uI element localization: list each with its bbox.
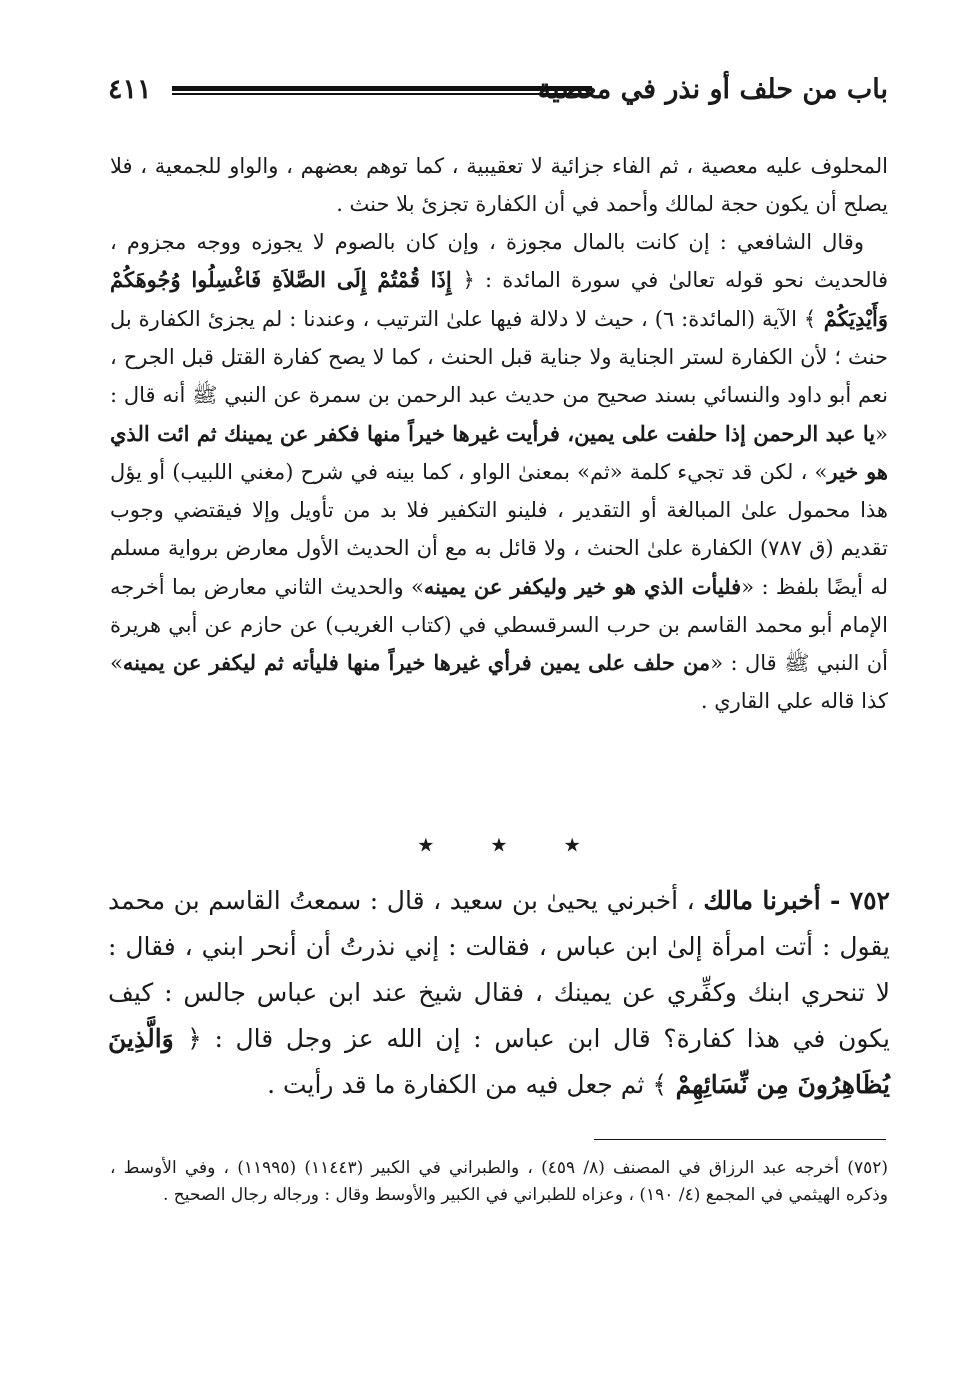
footnote-text: (٧٥٢) أخرجه عبد الرزاق في المصنف (٨/ ٤٥٩) ، والطبراني في الكبير (١١٤٤٣) (١١٩٩٥) ، وفي الأوسط ، وذكره الهيثمي في المجمع (٤/ ١٩٠) ، وعزاه للطبراني في الكبير والأوسط وقال : ورجاله رجال الصحيح . xyxy=(110,1158,888,1205)
commentary-text: » كذا قاله علي القاري . xyxy=(110,651,888,714)
hadith-body xyxy=(108,878,890,1108)
hadith-text: ، أخبرني يحيىٰ بن سعيد ، قال : سمعتُ القاسم بن محمد يقول : أتت امرأة إلىٰ ابن عباس ، فقالت : إني نذرتُ أن أنحر ابني ، فقال : لا تنحري ابنك وكفِّري عن يمينك ، فقال شيخ عند ابن عباس جالس : كيف يكون في هذا كفارة؟ قال ابن عباس : إن الله عز وجل قال : ﴿ xyxy=(108,886,890,1053)
quran-verse: إِذَا قُمْتُمْ إِلَى الصَّلاَةِ فَاغْسِلُوا وُجُوهَكُمْ وَأَيْدِيَكُمْ xyxy=(110,267,888,332)
header-rule xyxy=(172,86,592,95)
commentary-body xyxy=(110,148,888,721)
hadith-text: ﴾ ثم جعل فيه من الكفارة ما قد رأيت . xyxy=(267,1070,667,1099)
running-title: باب من حلف أو نذر في معصية xyxy=(537,74,888,105)
quran-verse: وَالَّذِينَ يُظَاهِرُونَ مِن نِّسَائِهِمْ xyxy=(108,1024,890,1099)
commentary-paragraph xyxy=(110,224,888,721)
commentary-text: » ، لكن قد تجيء كلمة «ثم» بمعنىٰ الواو ، كما بينه في شرح (مغني اللبيب) أو يؤل هذا محمول علىٰ المبالغة أو التقدير ، فلينو التكفير فلا بد من تأويل وإلا فيقتضي وجوب تقديم (ق ٧٨٧) الكفارة علىٰ الحنث ، ولا قائل به مع أن الحديث الأول معارض برواية مسلم له أيضًا بلفظ : « xyxy=(110,460,888,599)
hadith-quote: فليأت الذي هو خير وليكفر عن يمينه xyxy=(423,573,742,599)
commentary-text: ﴾ الآية (المائدة: ٦) ، حيث لا دلالة فيها علىٰ الترتيب ، وعندنا : لم يجزئ الكفارة بل حنث ؛ لأن الكفارة لستر الجناية ولا جناية قبل الحنث ، كما لا يصح كفارة القتل قبل الجرح ، نعم أبو داود والنسائي بسند صحيح من حديث عبد الرحمن بن سمرة عن النبي ﷺ أنه قال : « xyxy=(110,307,888,446)
section-separator: ٭ ٭ ٭ xyxy=(418,830,580,860)
hadith-quote: يا عبد الرحمن إذا حلفت على يمين، فرأيت غيرها خيراً منها فكفر عن يمينك ثم ائت الذي هو خير xyxy=(110,420,888,485)
commentary-text: » والحديث الثاني معارض بما أخرجه الإمام أبو محمد القاسم بن حرب السرقسطي في (كتاب الغريب) عن حازم عن أبي هريرة أن النبي ﷺ قال : « xyxy=(110,574,888,676)
footnote-rule xyxy=(594,1139,886,1140)
commentary-text: وقال الشافعي : إن كانت بالمال مجوزة ، وإن كان بالصوم لا يجوزه ووجه مجزوم ، فالحديث نحو قوله تعالىٰ في سورة المائدة : ﴿ xyxy=(110,229,888,293)
footnote-paragraph xyxy=(110,1155,888,1209)
page-number: ٤١١ xyxy=(108,74,152,105)
hadith-number: ٧٥٢ - xyxy=(820,886,890,915)
hadith-paragraph xyxy=(108,878,890,1108)
page-header xyxy=(108,66,888,114)
commentary-text: المحلوف عليه معصية ، ثم الفاء جزائية لا تعقيبية ، كما توهم بعضهم ، والواو للجمعية ، فلا يصلح أن يكون حجة لمالك وأحمد في أن الكفارة تجزئ بلا حنث . xyxy=(110,154,888,216)
hadith-lead: أخبرنا مالك xyxy=(703,886,821,915)
hadith-quote: من حلف على يمين فرأي غيرها خيراً منها فليأته ثم ليكفر عن يمينه xyxy=(122,650,711,676)
commentary-paragraph xyxy=(110,148,888,224)
footnotes xyxy=(110,1155,888,1209)
